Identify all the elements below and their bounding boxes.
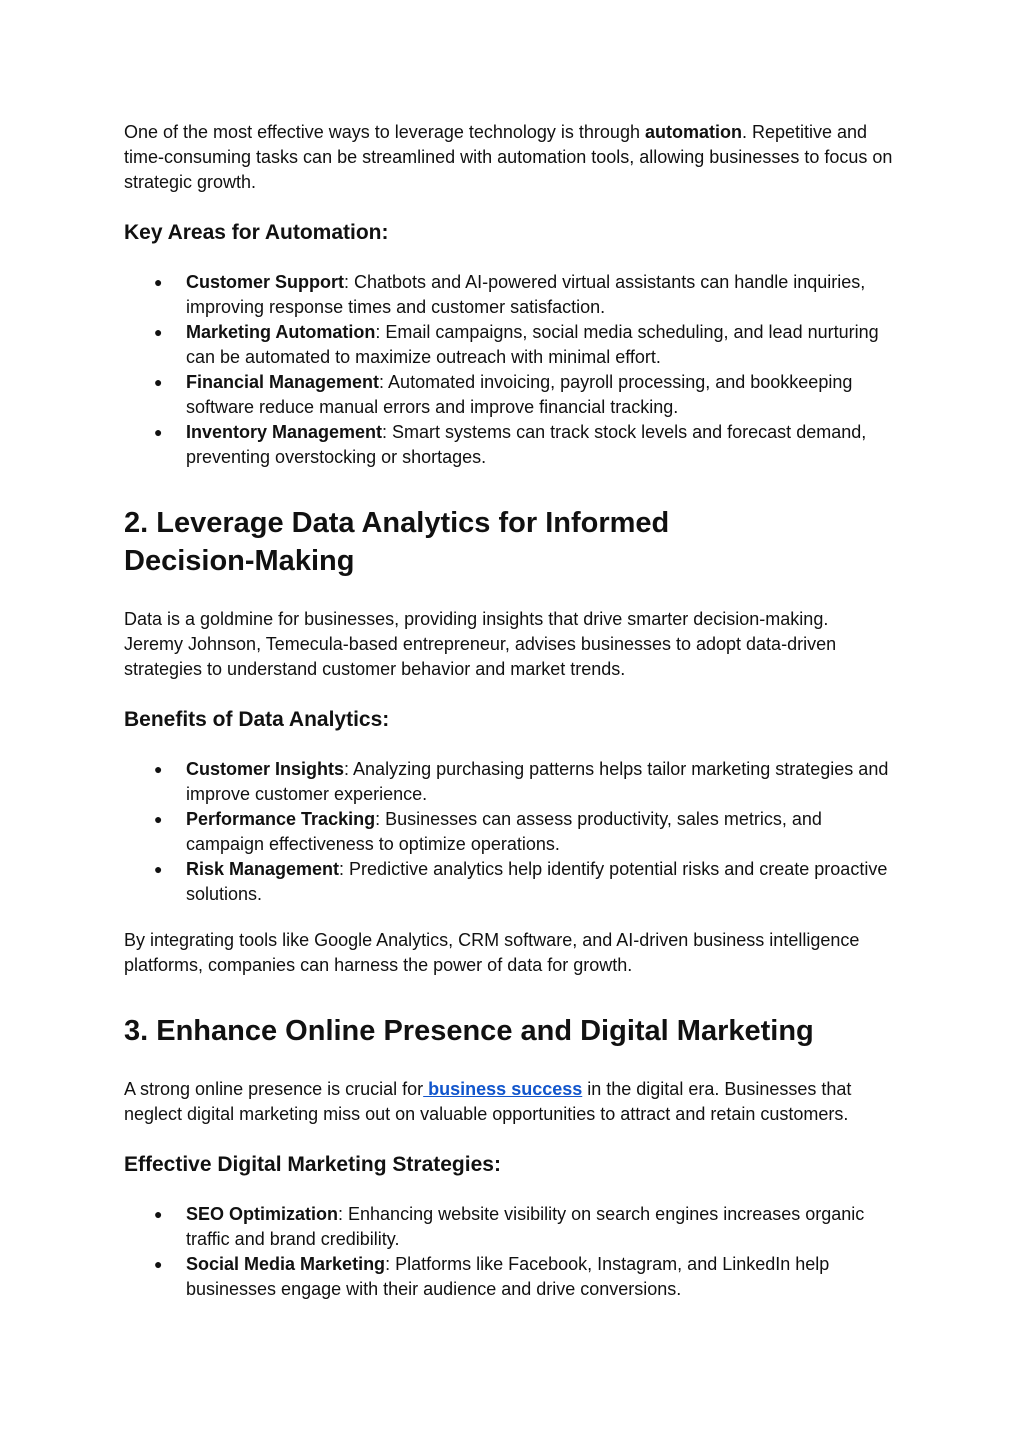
list-item xyxy=(154,420,900,470)
bullet-icon: ● xyxy=(154,761,163,777)
item-term: Financial Management xyxy=(186,372,380,392)
item-term: SEO Optimization xyxy=(186,1204,339,1224)
item-desc: : Email campaigns, social media scheduling, and lead nurturing can be automated to maximize outreach with minimal effort. xyxy=(186,322,879,367)
intro-bold-term: automation xyxy=(644,122,742,142)
bullet-icon: ● xyxy=(154,374,163,390)
item-desc: : Analyzing purchasing patterns helps tailor marketing strategies and improve customer experience. xyxy=(186,759,889,804)
list-item xyxy=(154,320,900,370)
list-item xyxy=(154,370,900,420)
section2-heading xyxy=(124,504,900,580)
bullet-icon: ● xyxy=(154,424,163,440)
bullet-icon: ● xyxy=(154,861,163,877)
section3-text-start: A strong online presence is crucial for xyxy=(124,1079,424,1099)
section3-subheading: Effective Digital Marketing Strategies: xyxy=(124,1153,501,1176)
bullet-icon: ● xyxy=(154,274,163,290)
bullet-icon: ● xyxy=(154,324,163,340)
section3-text-end: in the digital era. Businesses that neglect digital marketing miss out on valuable opportunities to attract and retain customers. xyxy=(124,1079,852,1124)
list-item xyxy=(154,757,900,807)
section2-heading-line1: 2. Leverage Data Analytics for Informed xyxy=(124,507,670,539)
list-item xyxy=(154,857,900,907)
item-desc: : Enhancing website visibility on search engines increases organic traffic and brand credibility. xyxy=(186,1204,865,1249)
marketing-list xyxy=(124,1202,900,1302)
section2-closing: By integrating tools like Google Analytics, CRM software, and AI-driven business intelligence platforms, companies can harness the power of data for growth. xyxy=(124,930,860,975)
item-term: Inventory Management xyxy=(186,422,383,442)
bullet-icon: ● xyxy=(154,811,163,827)
section3-paragraph xyxy=(124,1077,894,1127)
item-term: Customer Support xyxy=(186,272,345,292)
section2-subheading: Benefits of Data Analytics: xyxy=(124,708,390,731)
item-desc: : Predictive analytics help identify potential risks and create proactive solutions. xyxy=(186,859,888,904)
intro-text-start: One of the most effective ways to leverage technology is through xyxy=(124,122,645,142)
list-item xyxy=(154,807,900,857)
list-item xyxy=(154,1252,900,1302)
item-term: Customer Insights xyxy=(186,759,345,779)
item-term: Marketing Automation xyxy=(186,322,376,342)
item-term: Risk Management xyxy=(186,859,340,879)
item-term: Performance Tracking xyxy=(186,809,376,829)
item-term: Social Media Marketing xyxy=(186,1254,386,1274)
business-success-link[interactable]: business success xyxy=(423,1079,583,1099)
item-desc: : Automated invoicing, payroll processing, and bookkeeping software reduce manual errors and improve financial tracking. xyxy=(186,372,853,417)
automation-heading: Key Areas for Automation: xyxy=(124,221,389,244)
list-item xyxy=(154,1202,900,1252)
section2-heading-line2: Decision-Making xyxy=(124,545,355,577)
analytics-list xyxy=(124,757,900,907)
item-desc: : Platforms like Facebook, Instagram, and LinkedIn help businesses engage with their audience and drive conversions. xyxy=(186,1254,830,1299)
bullet-icon: ● xyxy=(154,1206,163,1222)
bullet-icon: ● xyxy=(154,1256,163,1272)
intro-paragraph xyxy=(124,120,894,195)
item-desc: : Businesses can assess productivity, sales metrics, and campaign effectiveness to optimize operations. xyxy=(186,809,822,854)
list-item xyxy=(154,270,900,320)
section3-heading: 3. Enhance Online Presence and Digital Marketing xyxy=(124,1015,814,1047)
item-desc: : Chatbots and AI-powered virtual assistants can handle inquiries, improving response times and customer satisfaction. xyxy=(186,272,866,317)
intro-text-end: . Repetitive and time-consuming tasks can be streamlined with automation tools, allowing businesses to focus on strategic growth. xyxy=(124,122,893,192)
section2-paragraph: Data is a goldmine for businesses, providing insights that drive smarter decision-making. Jeremy Johnson, Temecula-based entrepreneur, advises businesses to adopt data-driven strategies to understand customer behavior and market trends. xyxy=(124,609,837,679)
automation-list xyxy=(124,270,900,470)
item-desc: : Smart systems can track stock levels and forecast demand, preventing overstocking or shortages. xyxy=(186,422,867,467)
